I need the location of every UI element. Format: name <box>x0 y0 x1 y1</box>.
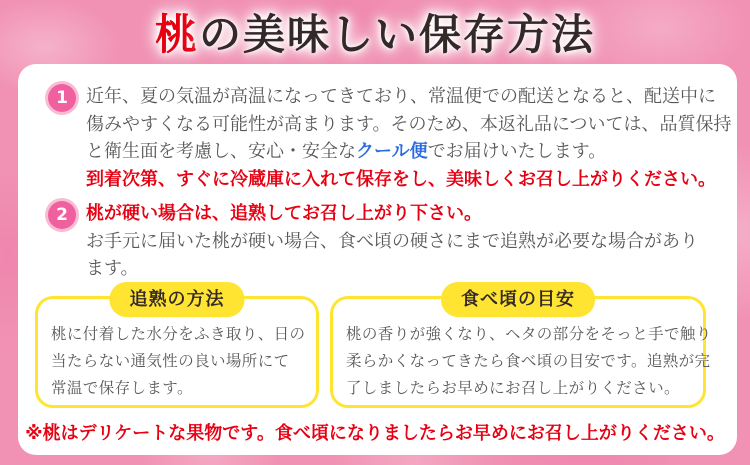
point-1-line-3 <box>86 138 731 166</box>
eating-timing-box <box>330 289 712 408</box>
point-2-text <box>86 200 698 283</box>
ripening-method-box-title: 追熟の方法 <box>110 282 245 317</box>
title-peach-highlight: 桃 <box>154 10 199 59</box>
ripening-method-line-1: 桃に付着した水分をふき取り、日の <box>51 325 306 343</box>
ripening-method-box <box>35 289 319 408</box>
point-1-line-3-pre: と衛生面を考慮し、安心・安全な <box>86 141 356 162</box>
delicate-fruit-footnote: ※桃はデリケートな果物です。食べ頃になりましたらお早めにお召し上がりください。 <box>25 423 725 444</box>
point-1-text <box>86 83 731 193</box>
number-badge-2: 2 <box>48 201 76 229</box>
point-2-heading: 桃が硬い場合は、追熟してお召し上がり下さい。 <box>86 203 482 224</box>
point-1-section <box>48 83 731 193</box>
ripening-method-line-3: 常温で保存します。 <box>51 379 193 397</box>
point-1-line-1: 近年、夏の気温が高温になってきており、常温便での配送となると、配送中に <box>86 86 716 107</box>
point-2-body-line-1: お手元に届いた桃が硬い場合、食べ頃の硬さにまで追熟が必要な場合があり <box>86 230 698 252</box>
point-2-body-line-2: ます。 <box>86 258 139 279</box>
page-title <box>0 2 750 62</box>
eating-timing-box-title: 食べ頃の目安 <box>441 282 595 317</box>
refrigerate-warning-text: 到着次第、すぐに冷蔵庫に入れて保存をし、美味しくお召し上がりください。 <box>86 168 716 190</box>
point-1-line-3-post: でお届けいたします。 <box>427 141 607 162</box>
eating-timing-line-1: 桃の香りが強くなり、ヘタの部分をそっと手で触り <box>346 325 712 343</box>
point-2-section <box>48 200 698 283</box>
ripening-method-line-2: 当たらない通気性の良い場所にて <box>51 352 290 370</box>
point-1-line-2: 傷みやすくなる可能性が高まります。そのため、本返礼品については、品質保持 <box>86 113 732 135</box>
title-rest: の美味しい保存方法 <box>199 10 596 59</box>
cool-delivery-highlight: クール便 <box>356 141 428 162</box>
eating-timing-line-3: 了しましたらお早めにお召し上がりください。 <box>346 379 680 397</box>
eating-timing-line-2: 柔らかくなってきたら食べ頃の目安です。追熟が完 <box>346 352 711 370</box>
number-badge-1: 1 <box>48 84 76 112</box>
